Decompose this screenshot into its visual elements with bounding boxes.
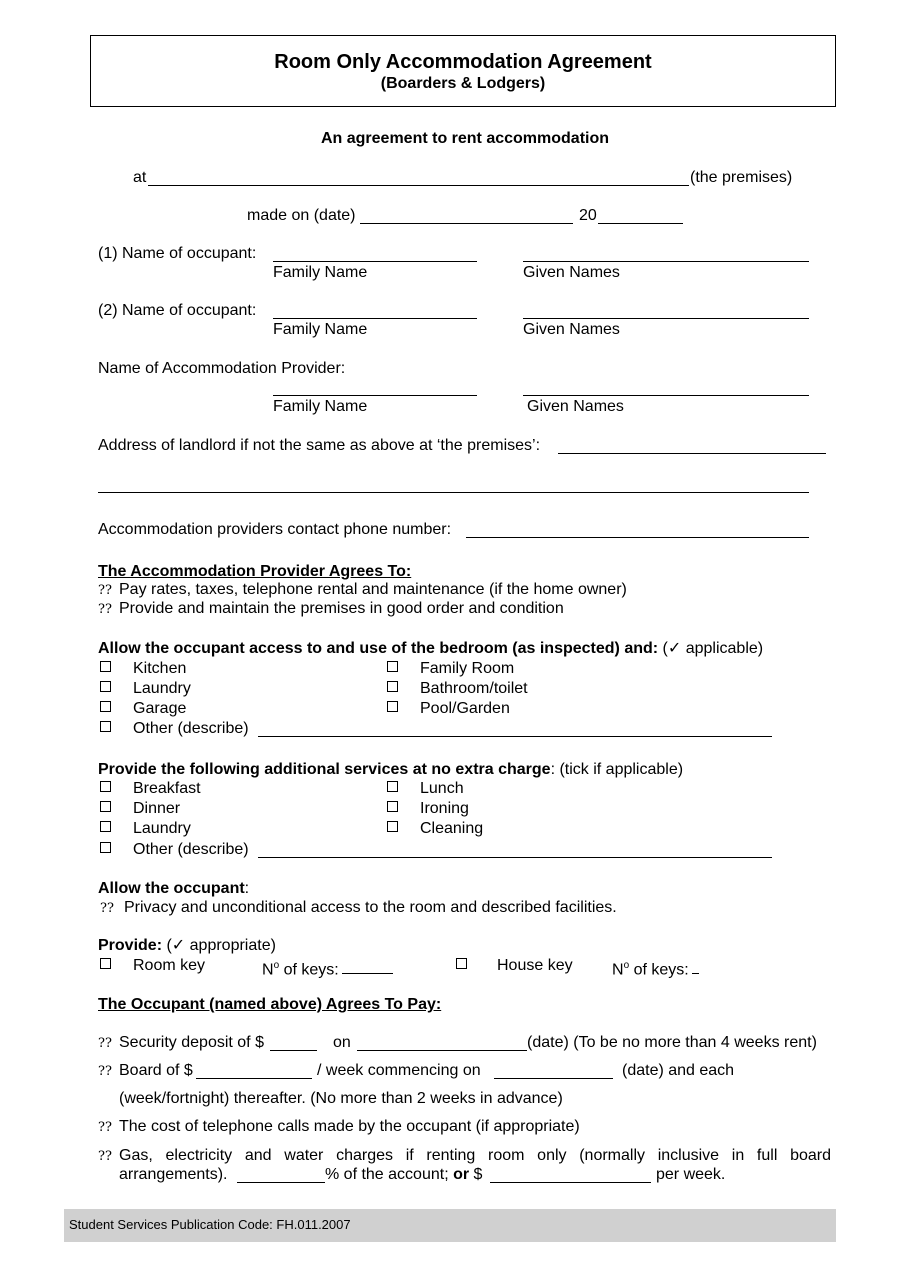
year-prefix: 20 [579, 207, 597, 224]
footer-bar [64, 1209, 836, 1242]
landlord-address-field-2[interactable] [98, 492, 809, 493]
gas-line-2c: per week. [656, 1166, 726, 1183]
provider-label: Name of Accommodation Provider: [98, 360, 346, 377]
keys-prefix: N [612, 961, 624, 979]
access-note: (✓ applicable) [662, 640, 764, 657]
gas-line-2b: % of the account; [325, 1166, 449, 1183]
security-deposit-field[interactable] [270, 1050, 317, 1051]
provide-note: (✓ appropriate) [166, 937, 276, 954]
family-room-checkbox[interactable] [387, 661, 398, 672]
cleaning-label: Cleaning [420, 820, 484, 837]
board-label: Board of $ [119, 1062, 193, 1079]
room-key-label: Room key [133, 957, 206, 974]
bullet: ?? [98, 1036, 112, 1051]
keys-suffix: of keys: [629, 961, 689, 979]
access-heading-row [98, 639, 763, 659]
document-title: Room Only Accommodation Agreement [274, 51, 652, 73]
services-other-field[interactable] [258, 857, 772, 858]
provide-heading-row [98, 936, 276, 956]
allow-item: Privacy and unconditional access to the room and described facilities. [124, 899, 617, 916]
agreement-heading: An agreement to rent accommodation [320, 130, 610, 147]
occupant-2-family-field[interactable] [273, 318, 477, 319]
landlord-address-field[interactable] [558, 453, 826, 454]
pool-garden-checkbox[interactable] [387, 701, 398, 712]
room-key-checkbox[interactable] [100, 958, 111, 969]
provider-item-2: Provide and maintain the premises in good order and condition [119, 600, 564, 617]
gas-or: or [453, 1166, 470, 1183]
bullet: ?? [98, 1149, 112, 1164]
bullet: ?? [98, 583, 112, 598]
kitchen-checkbox[interactable] [100, 661, 111, 672]
bullet: ?? [100, 901, 114, 916]
occupant-2-label: (2) Name of occupant: [98, 302, 257, 319]
pool-garden-label: Pool/Garden [420, 700, 510, 717]
year-field[interactable] [598, 223, 683, 224]
provide-heading: Provide: [98, 937, 163, 954]
gas-dollar: $ [473, 1166, 483, 1183]
board-amount-field[interactable] [196, 1078, 312, 1079]
allow-colon: : [244, 880, 250, 897]
bullet: ?? [98, 1120, 112, 1135]
access-other-field[interactable] [258, 736, 772, 737]
phone-field[interactable] [466, 537, 809, 538]
occupant-1-given-label: Given Names [523, 264, 620, 281]
occupant-1-given-field[interactable] [523, 261, 809, 262]
access-other-checkbox[interactable] [100, 721, 111, 732]
gas-weekly-field[interactable] [490, 1182, 651, 1183]
room-keys-count-label [262, 956, 339, 980]
lunch-label: Lunch [420, 780, 464, 797]
title-box [90, 35, 836, 107]
date-field[interactable] [360, 223, 573, 224]
gas-line-1: Gas, electricity and water charges if renting room only (normally inclusive in full board [119, 1147, 831, 1164]
document-subtitle: (Boarders & Lodgers) [380, 75, 546, 92]
at-label: at [133, 169, 147, 186]
provider-item-1: Pay rates, taxes, telephone rental and maintenance (if the home owner) [119, 581, 627, 598]
premises-field[interactable] [148, 185, 689, 186]
garage-label: Garage [133, 700, 187, 717]
provider-agrees-heading: The Accommodation Provider Agrees To: [98, 563, 412, 580]
provider-family-field[interactable] [273, 395, 477, 396]
laundry-checkbox[interactable] [100, 681, 111, 692]
bullet: ?? [98, 602, 112, 617]
gas-line-2a: arrangements). [119, 1166, 228, 1183]
made-on-label: made on (date) [247, 207, 356, 224]
house-keys-field[interactable] [692, 973, 699, 974]
services-heading: Provide the following additional services at no extra charge [98, 761, 551, 778]
dinner-checkbox[interactable] [100, 801, 111, 812]
on-label: on [333, 1034, 351, 1051]
allow-heading-row [98, 879, 249, 899]
gas-percent-field[interactable] [237, 1182, 325, 1183]
occupant-1-label: (1) Name of occupant: [98, 245, 257, 262]
kitchen-label: Kitchen [133, 660, 187, 677]
occupant-pays-heading: The Occupant (named above) Agrees To Pay: [98, 996, 442, 1013]
access-heading: Allow the occupant access to and use of the bedroom (as inspected) and: [98, 640, 659, 657]
bathroom-label: Bathroom/toilet [420, 680, 528, 697]
date-each-label: (date) and each [622, 1062, 735, 1079]
phone-label: Accommodation providers contact phone number: [98, 521, 452, 538]
garage-checkbox[interactable] [100, 701, 111, 712]
house-key-label: House key [497, 957, 573, 974]
services-other-label: Other (describe) [133, 841, 249, 858]
premises-label: (the premises) [690, 169, 793, 186]
cleaning-checkbox[interactable] [387, 821, 398, 832]
bullet: ?? [98, 1064, 112, 1079]
dinner-label: Dinner [133, 800, 181, 817]
occupant-2-given-label: Given Names [523, 321, 620, 338]
services-other-checkbox[interactable] [100, 842, 111, 853]
provider-given-label: Given Names [527, 398, 624, 415]
breakfast-checkbox[interactable] [100, 781, 111, 792]
keys-suffix: of keys: [279, 961, 339, 979]
allow-heading: Allow the occupant [98, 880, 245, 897]
telephone-item: The cost of telephone calls made by the occupant (if appropriate) [119, 1118, 580, 1135]
security-date-note: (date) (To be no more than 4 weeks rent) [527, 1034, 817, 1051]
laundry-label: Laundry [133, 680, 191, 697]
keys-sup: o [273, 960, 280, 971]
landlord-address-label: Address of landlord if not the same as above at ‘the premises’: [98, 437, 541, 454]
security-deposit-label: Security deposit of $ [119, 1034, 264, 1051]
gas-line-2-row [325, 1165, 482, 1185]
services-heading-row [98, 760, 683, 780]
breakfast-label: Breakfast [133, 780, 201, 797]
provider-given-field[interactable] [523, 395, 809, 396]
board-date-field[interactable] [494, 1078, 613, 1079]
laundry-service-checkbox[interactable] [100, 821, 111, 832]
keys-sup: o [623, 960, 630, 971]
footer-text: Student Services Publication Code: FH.011.2007 [69, 1217, 351, 1232]
family-room-label: Family Room [420, 660, 515, 677]
occupant-2-given-field[interactable] [523, 318, 809, 319]
provider-family-label: Family Name [273, 398, 368, 415]
occupant-2-family-label: Family Name [273, 321, 368, 338]
board-continuation: (week/fortnight) thereafter. (No more than 2 weeks in advance) [119, 1090, 563, 1107]
occupant-1-family-field[interactable] [273, 261, 477, 262]
ironing-label: Ironing [420, 800, 469, 817]
bathroom-checkbox[interactable] [387, 681, 398, 692]
week-label: / week commencing on [317, 1062, 481, 1079]
occupant-1-family-label: Family Name [273, 264, 368, 281]
laundry-service-label: Laundry [133, 820, 191, 837]
keys-prefix: N [262, 961, 274, 979]
lunch-checkbox[interactable] [387, 781, 398, 792]
services-note: : (tick if applicable) [550, 761, 684, 778]
house-keys-count-label [612, 956, 689, 980]
access-other-label: Other (describe) [133, 720, 249, 737]
ironing-checkbox[interactable] [387, 801, 398, 812]
security-date-field[interactable] [357, 1050, 527, 1051]
room-keys-field[interactable] [342, 973, 393, 974]
house-key-checkbox[interactable] [456, 958, 467, 969]
